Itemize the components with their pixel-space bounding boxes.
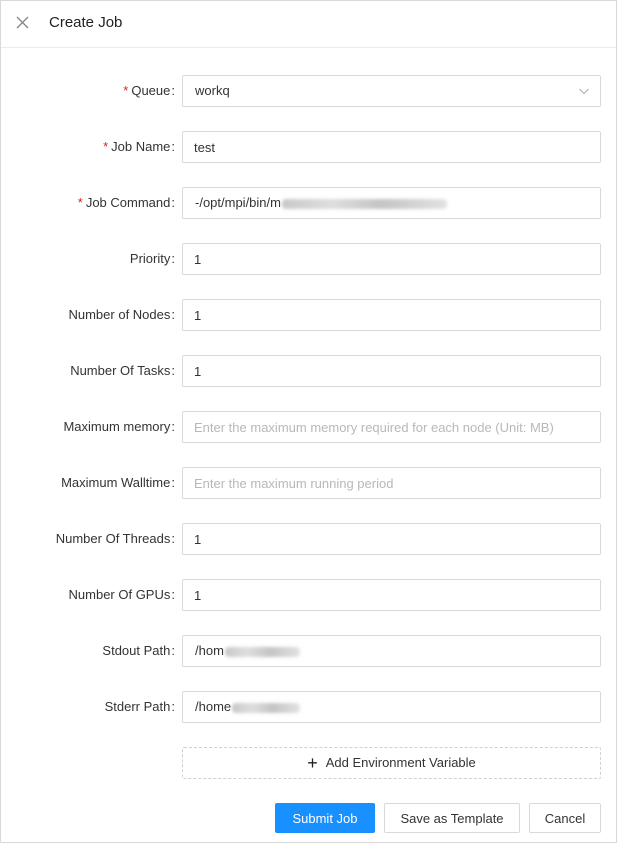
job-command-input[interactable] xyxy=(182,187,601,219)
max-walltime-label: Maximum Walltime: xyxy=(61,475,175,490)
priority-input[interactable] xyxy=(183,244,600,274)
job-name-row xyxy=(1,131,616,163)
num-nodes-field xyxy=(182,299,601,331)
max-memory-row xyxy=(1,411,616,443)
num-threads-input[interactable] xyxy=(183,524,600,554)
job-command-label: * Job Command: xyxy=(77,195,175,210)
close-icon xyxy=(13,13,33,33)
num-nodes-input[interactable] xyxy=(183,300,600,330)
stderr-path-value: /home xyxy=(195,699,232,714)
num-gpus-row xyxy=(1,579,616,611)
queue-value: workq xyxy=(195,83,230,98)
stdout-path-input[interactable] xyxy=(182,635,601,667)
max-memory-field xyxy=(182,411,601,443)
max-memory-label: Maximum memory: xyxy=(63,419,175,434)
num-threads-field xyxy=(182,523,601,555)
max-walltime-row xyxy=(1,467,616,499)
stderr-path-row xyxy=(1,691,616,723)
job-name-field xyxy=(182,131,601,163)
queue-row xyxy=(1,75,616,107)
save-as-template-button[interactable]: Save as Template xyxy=(384,803,520,833)
max-walltime-field xyxy=(182,467,601,499)
redacted-text xyxy=(282,199,447,209)
close-button[interactable] xyxy=(13,13,33,33)
priority-row xyxy=(1,243,616,275)
required-asterisk: * xyxy=(103,139,109,154)
redacted-text xyxy=(232,703,300,713)
priority-label: Priority: xyxy=(129,251,175,266)
num-gpus-input[interactable] xyxy=(183,580,600,610)
queue-label: * Queue: xyxy=(123,83,175,98)
num-threads-label: Number Of Threads: xyxy=(55,531,175,546)
page-title: Create Job xyxy=(49,14,123,31)
num-tasks-label: Number Of Tasks: xyxy=(70,363,175,378)
cancel-button[interactable]: Cancel xyxy=(529,803,601,833)
stderr-path-label: Stderr Path: xyxy=(104,699,175,714)
plus-icon: + xyxy=(307,753,318,773)
job-command-row xyxy=(1,187,616,219)
stdout-path-label: Stdout Path: xyxy=(102,643,175,658)
priority-field xyxy=(182,243,601,275)
required-asterisk: * xyxy=(123,83,129,98)
stdout-path-row xyxy=(1,635,616,667)
add-environment-variable-button[interactable] xyxy=(182,747,601,779)
num-tasks-field xyxy=(182,355,601,387)
max-walltime-input[interactable] xyxy=(183,468,600,498)
num-gpus-label: Number Of GPUs: xyxy=(68,587,175,602)
num-threads-row xyxy=(1,523,616,555)
max-memory-input[interactable] xyxy=(183,412,600,442)
redacted-text xyxy=(225,647,300,657)
chevron-down-icon xyxy=(578,85,590,97)
submit-job-button[interactable]: Submit Job xyxy=(275,803,375,833)
required-asterisk: * xyxy=(77,195,83,210)
num-nodes-label: Number of Nodes: xyxy=(68,307,175,322)
stdout-path-value: /hom xyxy=(195,643,224,658)
stderr-path-input[interactable] xyxy=(182,691,601,723)
job-command-value: -/opt/mpi/bin/m xyxy=(195,195,281,210)
queue-select[interactable] xyxy=(182,75,601,107)
num-tasks-input[interactable] xyxy=(183,356,600,386)
num-nodes-row xyxy=(1,299,616,331)
num-gpus-field xyxy=(182,579,601,611)
num-tasks-row xyxy=(1,355,616,387)
job-name-input[interactable] xyxy=(183,132,600,162)
job-name-label: * Job Name: xyxy=(103,139,175,154)
panel-header xyxy=(1,1,616,48)
add-environment-variable-label: Add Environment Variable xyxy=(325,755,476,770)
